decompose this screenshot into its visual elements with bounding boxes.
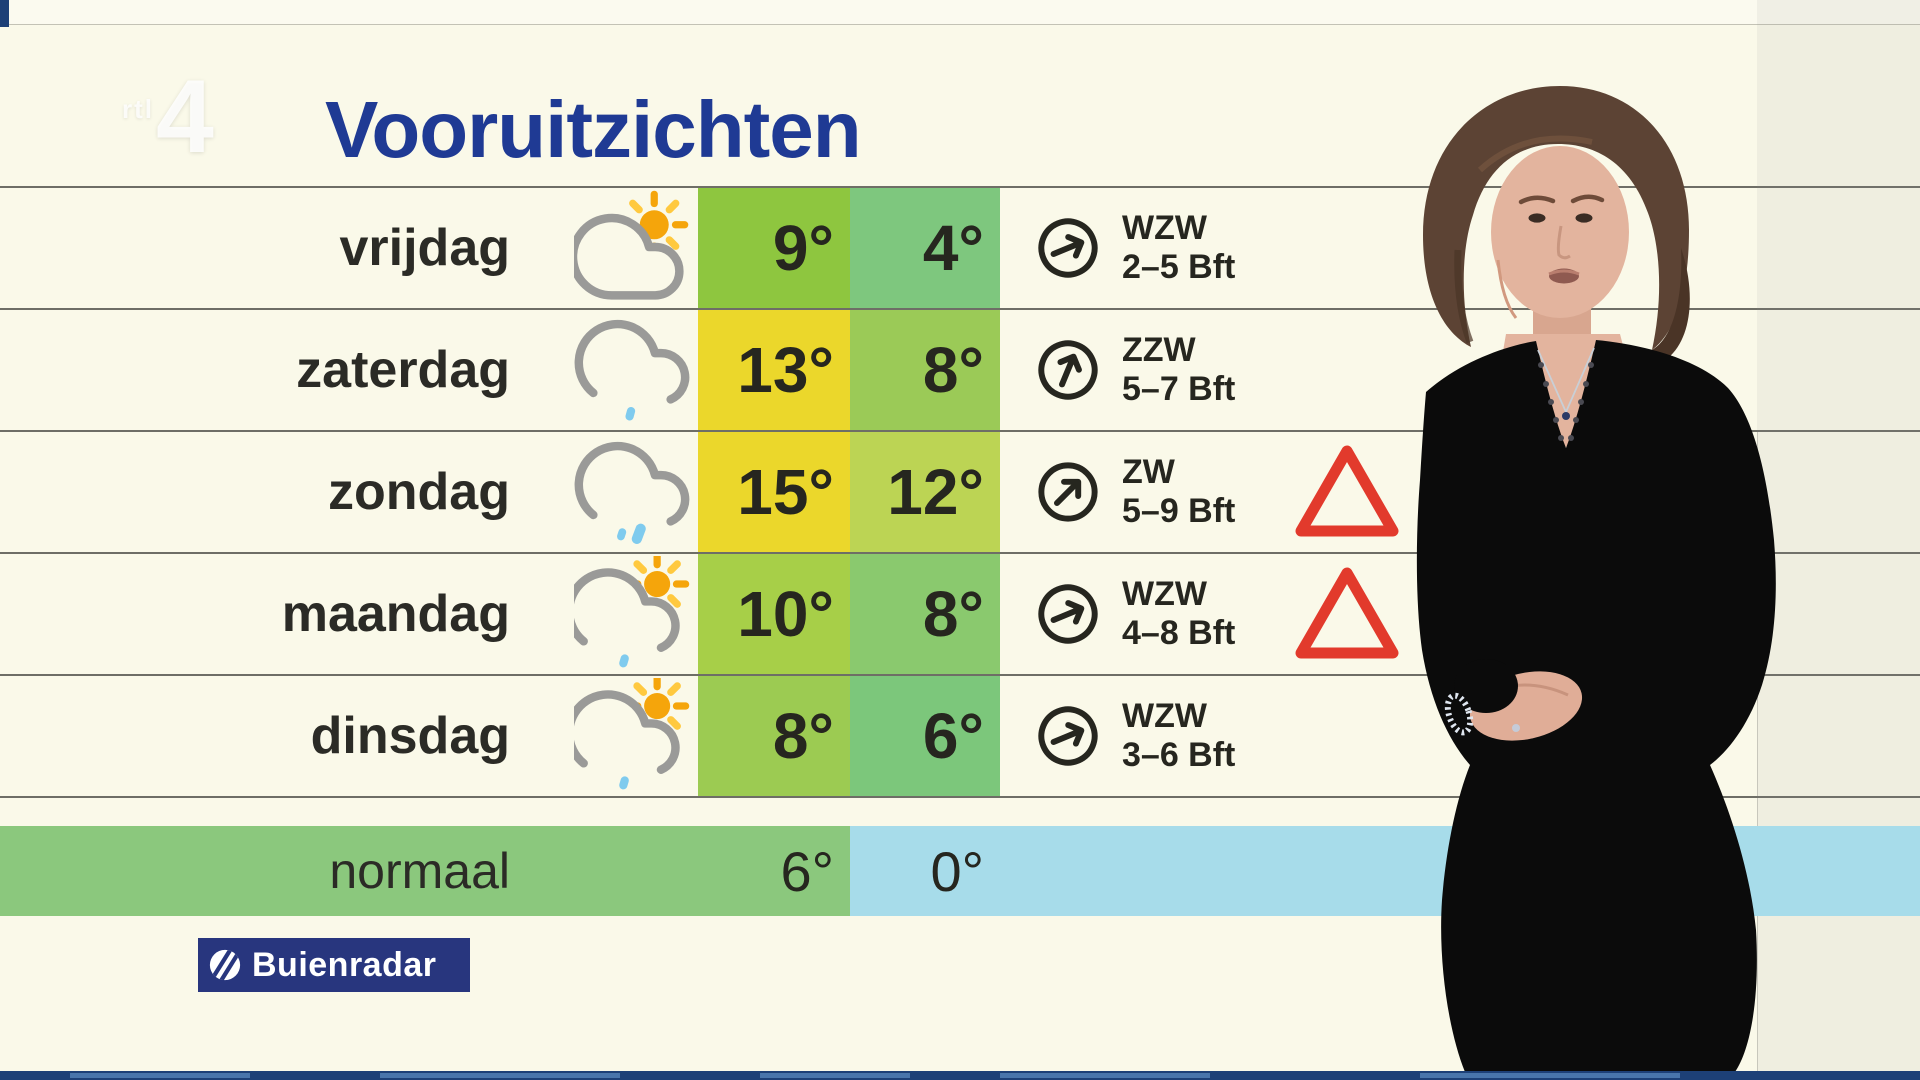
day-label: zondag [328,463,510,521]
wind-direction-icon [1034,214,1102,282]
wind-text [1122,310,1235,430]
max-temp-cell: 13° [698,310,850,430]
normal-label: normaal [329,843,510,899]
weather-icon [566,434,698,550]
wind-direction-label: ZW [1122,453,1175,492]
weather-icon [566,190,698,306]
wind-direction-label: WZW [1122,209,1207,248]
min-temp-cell: 8° [850,310,1000,430]
wind-text [1122,432,1235,552]
top-divider [0,24,1920,25]
min-temp-cell: 12° [850,432,1000,552]
max-temp-cell: 8° [698,676,850,796]
buienradar-logo-text: Buienradar [252,945,437,984]
wind-direction-icon [1034,580,1102,648]
day-label: zaterdag [296,341,510,399]
presenter-photo [1330,50,1830,1077]
rtl-logo-text: rtl [122,94,154,124]
min-temp-cell: 6° [850,676,1000,796]
wind-text [1122,188,1235,308]
wind-direction-icon [1034,702,1102,770]
min-temp-cell: 8° [850,554,1000,674]
wind-force-label: 5–7 Bft [1122,370,1236,408]
wind-direction-icon [1034,336,1102,404]
rtl4-channel-logo [122,59,252,175]
top-band [0,0,1920,24]
wind-force-label: 4–8 Bft [1122,614,1236,652]
weather-icon [566,678,698,794]
wind-force-label: 5–9 Bft [1122,492,1236,530]
buienradar-logo [198,938,470,992]
wind-direction-label: WZW [1122,575,1207,614]
weather-icon [566,312,698,428]
wind-direction-icon [1034,458,1102,526]
max-temp-cell: 10° [698,554,850,674]
normal-band-green [0,826,850,916]
wind-direction-label: ZZW [1122,331,1196,370]
rtl4-logo-number: 4 [156,59,214,175]
normal-max-temp: 6° [780,839,834,903]
wind-text [1122,676,1235,796]
corner-notch [0,0,9,27]
min-temp-cell: 4° [850,188,1000,308]
wind-force-label: 2–5 Bft [1122,248,1236,286]
day-label: maandag [281,585,510,643]
ticker-strip [0,1071,1920,1080]
buienradar-radar-icon [208,948,242,982]
wind-text [1122,554,1235,674]
normal-min-temp: 0° [930,839,984,903]
max-temp-cell: 15° [698,432,850,552]
wind-direction-label: WZW [1122,697,1207,736]
day-label: dinsdag [310,707,510,765]
weather-icon [566,556,698,672]
day-label: vrijdag [339,219,510,277]
wind-force-label: 3–6 Bft [1122,736,1236,774]
max-temp-cell: 9° [698,188,850,308]
page-title: Vooruitzichten [325,85,861,174]
